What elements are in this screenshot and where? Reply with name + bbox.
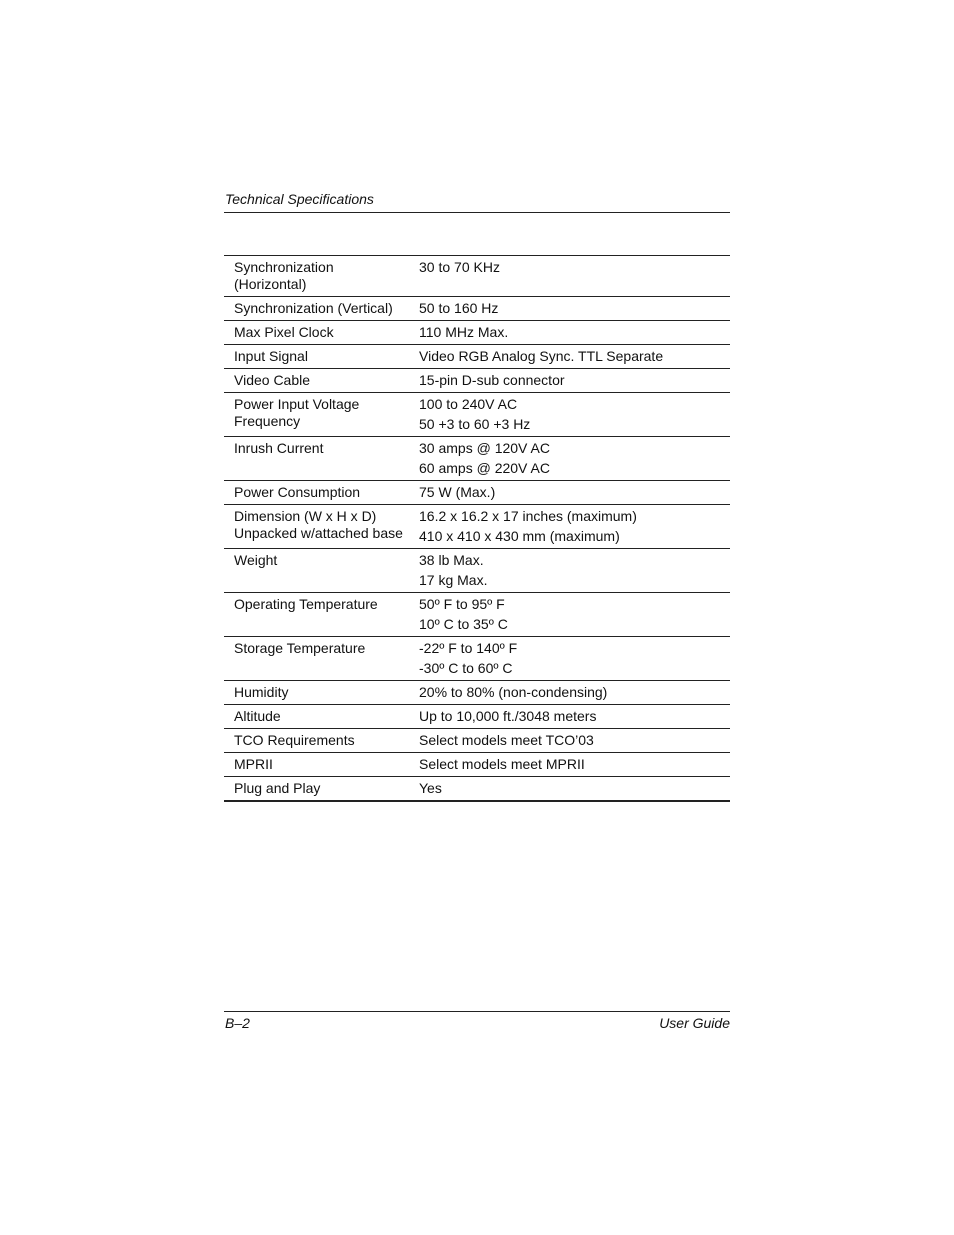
spec-value-cell	[409, 505, 730, 549]
spec-value-cell	[409, 297, 730, 321]
spec-value-cell	[409, 321, 730, 345]
spec-label: Humidity	[224, 681, 409, 705]
spec-value-cell	[409, 729, 730, 753]
spec-value: Select models meet MPRII	[419, 756, 585, 772]
spec-value: 410 x 410 x 430 mm (maximum)	[419, 528, 620, 544]
spec-value: 20% to 80% (non-condensing)	[419, 684, 608, 700]
spec-value: 38 lb Max.	[419, 552, 484, 568]
spec-label: Storage Temperature	[224, 637, 409, 681]
spec-value: 50º F to 95º F	[419, 596, 505, 612]
spec-label: Altitude	[224, 705, 409, 729]
spec-row	[224, 481, 730, 505]
spec-label: Max Pixel Clock	[224, 321, 409, 345]
page-footer	[224, 1011, 730, 1036]
spec-value: Yes	[419, 780, 442, 796]
specifications-table	[224, 255, 730, 802]
spec-row	[224, 393, 730, 437]
spec-value-cell	[409, 777, 730, 802]
spec-row	[224, 637, 730, 681]
spec-row	[224, 369, 730, 393]
spec-value-cell	[409, 593, 730, 637]
spec-value: 50 to 160 Hz	[419, 300, 499, 316]
spec-value: -30º C to 60º C	[419, 660, 513, 676]
spec-value: Select models meet TCO’03	[419, 732, 594, 748]
document-name: User Guide	[659, 1015, 730, 1031]
spec-value: 75 W (Max.)	[419, 484, 496, 500]
spec-value: Video RGB Analog Sync. TTL Separate	[419, 348, 664, 364]
spec-value: Up to 10,000 ft./3048 meters	[419, 708, 597, 724]
page-header	[224, 190, 730, 213]
section-title: Technical Specifications	[225, 191, 374, 207]
page-number: B–2	[225, 1015, 250, 1031]
spec-row	[224, 777, 730, 802]
spec-label: Video Cable	[224, 369, 409, 393]
spec-label: Power Consumption	[224, 481, 409, 505]
spec-value: 30 amps @ 120V AC	[419, 440, 550, 456]
spec-row	[224, 729, 730, 753]
spec-value-cell	[409, 681, 730, 705]
spec-row	[224, 321, 730, 345]
spec-value-cell	[409, 369, 730, 393]
spec-label: Input Signal	[224, 345, 409, 369]
spec-value-cell	[409, 705, 730, 729]
spec-label: Plug and Play	[224, 777, 409, 802]
spec-row	[224, 549, 730, 593]
spec-value-cell	[409, 256, 730, 297]
spec-value: 60 amps @ 220V AC	[419, 460, 550, 476]
spec-value: 50 +3 to 60 +3 Hz	[419, 416, 531, 432]
spec-value-cell	[409, 637, 730, 681]
spec-value-cell	[409, 393, 730, 437]
spec-row	[224, 705, 730, 729]
spec-value: 30 to 70 KHz	[419, 259, 500, 275]
spec-row	[224, 681, 730, 705]
spec-row	[224, 593, 730, 637]
spec-value-cell	[409, 437, 730, 481]
spec-label: Operating Temperature	[224, 593, 409, 637]
spec-value: 100 to 240V AC	[419, 396, 518, 412]
spec-value-cell	[409, 753, 730, 777]
spec-value-cell	[409, 549, 730, 593]
spec-label: Synchronization (Horizontal)	[224, 256, 409, 297]
spec-label: TCO Requirements	[224, 729, 409, 753]
spec-row	[224, 256, 730, 297]
spec-value-cell	[409, 481, 730, 505]
spec-row	[224, 753, 730, 777]
spec-row	[224, 297, 730, 321]
spec-label: MPRII	[224, 753, 409, 777]
spec-value: 16.2 x 16.2 x 17 inches (maximum)	[419, 508, 637, 524]
spec-value: 15-pin D-sub connector	[419, 372, 565, 388]
spec-label: Weight	[224, 549, 409, 593]
spec-row	[224, 345, 730, 369]
spec-value: 110 MHz Max.	[419, 324, 509, 340]
spec-label: Inrush Current	[224, 437, 409, 481]
spec-label: Power Input Voltage Frequency	[224, 393, 409, 437]
spec-label: Synchronization (Vertical)	[224, 297, 409, 321]
spec-value: 10º C to 35º C	[419, 616, 508, 632]
spec-value: -22º F to 140º F	[419, 640, 518, 656]
spec-label: Dimension (W x H x D) Unpacked w/attached base	[224, 505, 409, 549]
spec-row	[224, 437, 730, 481]
spec-value: 17 kg Max.	[419, 572, 488, 588]
spec-row	[224, 505, 730, 549]
spec-value-cell	[409, 345, 730, 369]
